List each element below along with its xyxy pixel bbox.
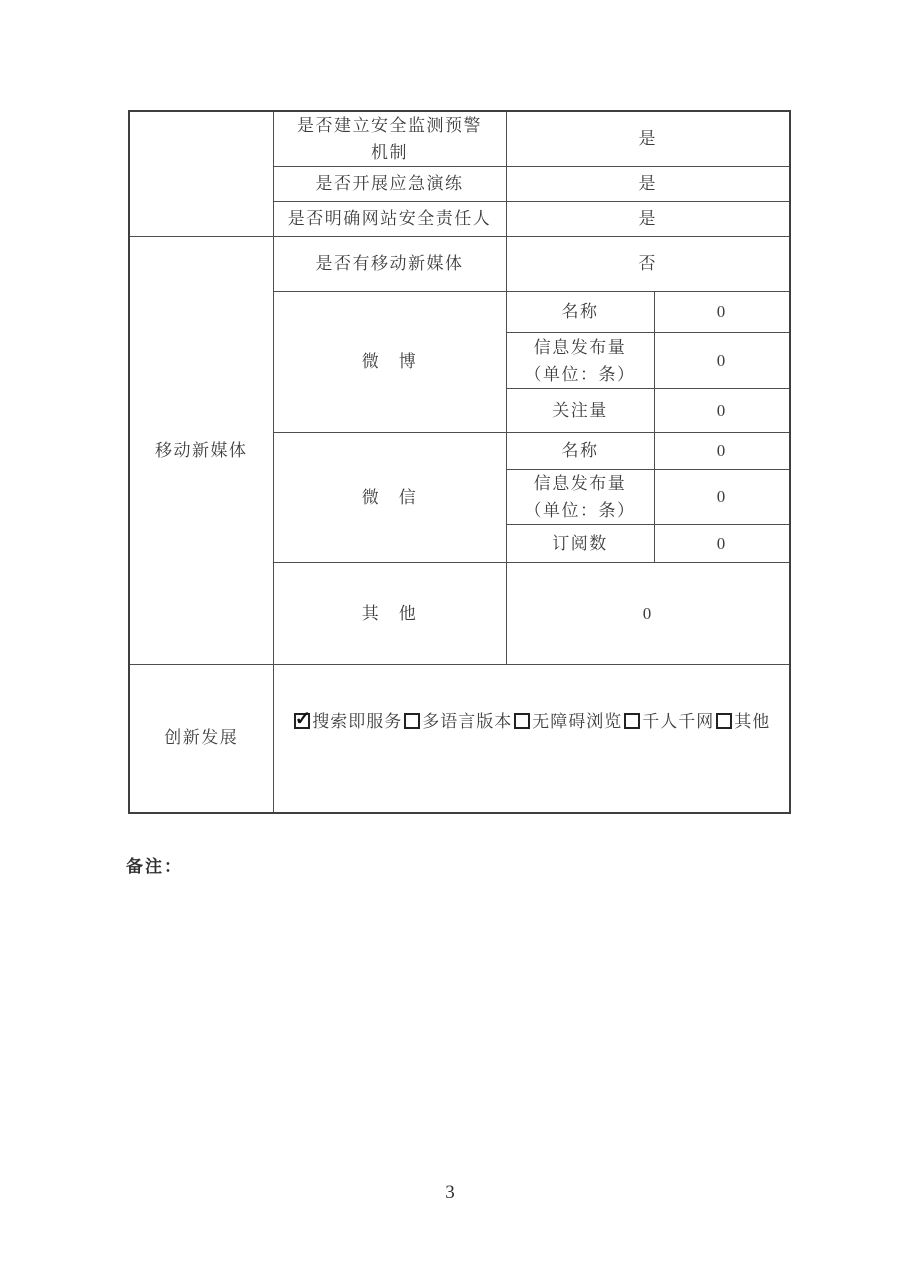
checkbox-personalized[interactable] <box>624 713 640 729</box>
label-line2: 机制 <box>371 143 408 162</box>
page-number: 3 <box>445 1182 455 1203</box>
wechat-posts-label <box>506 470 654 525</box>
security-responsible-label: 是否明确网站安全责任人 <box>273 202 506 237</box>
checkbox-label-accessibility: 无障碍浏览 <box>532 712 623 732</box>
label-line1: 信息发布量 <box>533 474 627 493</box>
wechat-subscribers-value: 0 <box>654 525 790 563</box>
label-line1: 是否建立安全监测预警 <box>297 116 482 135</box>
weibo-followers-label: 关注量 <box>506 389 654 433</box>
weibo-posts-value: 0 <box>654 333 790 389</box>
checkbox-other[interactable] <box>716 713 732 729</box>
weibo-name-value: 0 <box>654 292 790 333</box>
label-line1: 信息发布量 <box>533 337 627 357</box>
checkbox-label-search-as-service: 搜索即服务 <box>312 712 403 732</box>
mobile-media-section-label: 移动新媒体 <box>129 237 273 665</box>
weibo-name-label: 名称 <box>506 292 654 333</box>
innovation-options-cell <box>273 665 790 813</box>
annual-report-table <box>128 110 791 814</box>
wechat-name-label: 名称 <box>506 433 654 470</box>
wechat-name-value: 0 <box>654 433 790 470</box>
checkbox-label-other: 其他 <box>734 712 771 732</box>
label-line2: （单位：条） <box>524 501 636 520</box>
weibo-posts-label <box>506 333 654 389</box>
checkbox-label-personalized: 千人千网 <box>642 712 715 732</box>
weibo-followers-value: 0 <box>654 389 790 433</box>
checkbox-label-multilingual: 多语言版本 <box>422 712 513 732</box>
checkbox-multilingual[interactable] <box>404 713 420 729</box>
other-media-label: 其 他 <box>273 563 506 665</box>
has-mobile-media-label: 是否有移动新媒体 <box>273 237 506 292</box>
innovation-section-label: 创新发展 <box>129 665 273 813</box>
section-cell-empty <box>129 111 273 237</box>
security-responsible-value: 是 <box>506 202 790 237</box>
wechat-subscribers-label: 订阅数 <box>506 525 654 563</box>
notes-label: 备注： <box>126 857 183 876</box>
checkbox-search-as-service[interactable] <box>294 713 310 729</box>
weibo-label: 微 博 <box>273 292 506 433</box>
emergency-drill-label: 是否开展应急演练 <box>273 167 506 202</box>
innovation-options <box>274 709 790 735</box>
emergency-drill-value: 是 <box>506 167 790 202</box>
label-line2: （单位：条） <box>524 364 636 384</box>
wechat-label: 微 信 <box>273 433 506 563</box>
security-monitoring-value: 是 <box>506 111 790 167</box>
checkbox-accessibility[interactable] <box>514 713 530 729</box>
security-monitoring-label <box>273 111 506 167</box>
has-mobile-media-value: 否 <box>506 237 790 292</box>
wechat-posts-value: 0 <box>654 470 790 525</box>
other-media-value: 0 <box>506 563 790 665</box>
